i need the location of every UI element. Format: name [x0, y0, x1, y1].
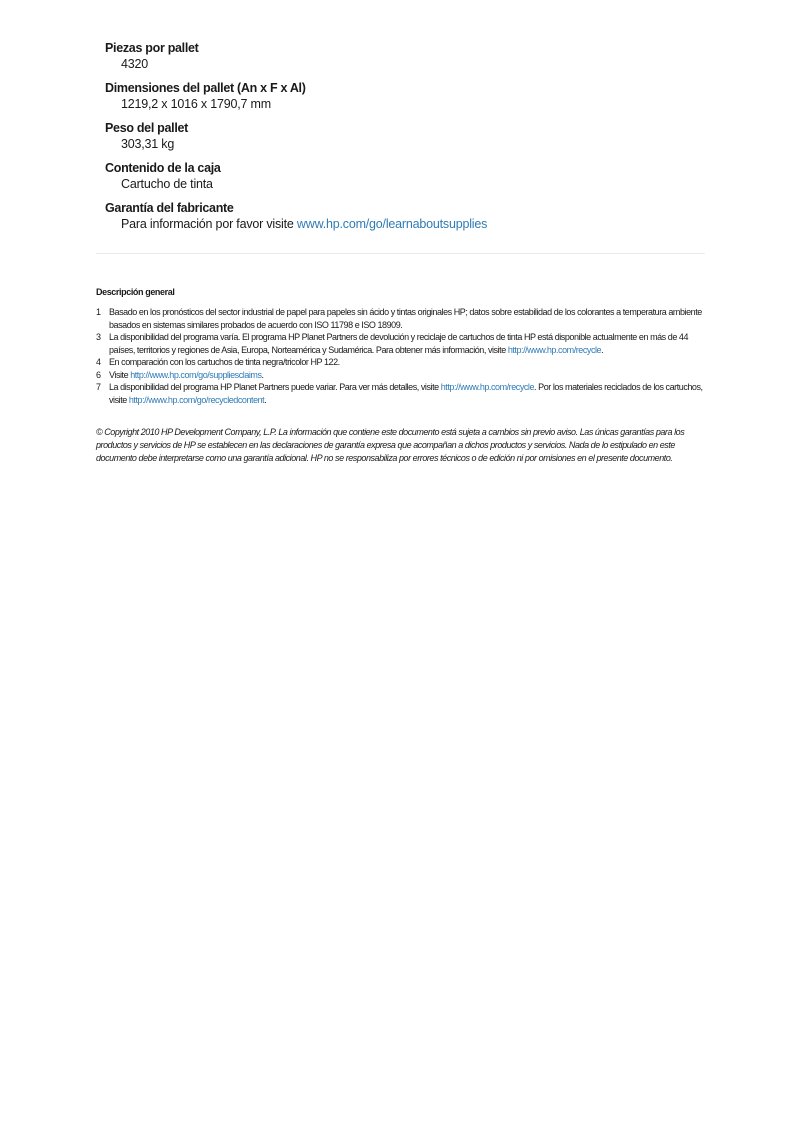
spec-value: 303,31 kg — [121, 137, 175, 151]
footnote-number: 6 — [96, 369, 101, 380]
spec-label: Dimensiones del pallet (An x F x Al) — [105, 81, 306, 95]
footnote-number: 7 — [96, 382, 101, 392]
spec-value: Cartucho de tinta — [121, 177, 213, 191]
footnote-7 — [96, 381, 706, 406]
footnote-text-part: . — [261, 369, 264, 380]
footnote-text: En comparación con los cartuchos de tinta negra/tricolor HP 122. — [109, 357, 340, 367]
footnote-number: 4 — [96, 357, 101, 367]
footnote-text-part: La disponibilidad del programa varía. El programa HP Planet Partners de devolución y reciclaje de cartuchos de tinta HP está disponible actualmente en más de 44 países, territorios y regiones de Asia, Europa, Norteamérica y Sudamérica. Para obtener más información, visite — [109, 332, 689, 355]
spec-value — [105, 216, 705, 232]
footnotes-section — [96, 287, 706, 406]
footnote-text-part: . — [601, 344, 604, 355]
footnote-text — [109, 369, 706, 382]
footnote-text — [109, 381, 706, 406]
spec-label: Peso del pallet — [105, 121, 189, 135]
spec-pallet-dimensions — [105, 80, 705, 112]
spec-box-contents — [105, 160, 705, 192]
footnote-6 — [96, 369, 706, 382]
footnote-1 — [96, 306, 706, 331]
footnote-text-part: . Por los materiales reciclados de los cartuchos, visite — [109, 382, 703, 405]
recycled-content-link[interactable]: http://www.hp.com/go/recycledcontent — [128, 394, 265, 405]
copyright-notice: © Copyright 2010 HP Development Company, L.P. La información que contiene este documento está sujeta a cambios sin previo aviso. Las únicas garantías para los productos y servicios de HP se establecen en las declaraciones de garantía expresa que acompañan a dichos productos y servicios. Nada de lo estipulado en este documento debe interpretarse como una garantía adicional. HP no se responsabiliza por errores técnicos o de edición ni por omisiones en el presente documento. — [96, 427, 685, 463]
recycle-link[interactable]: http://www.hp.com/recycle — [440, 382, 535, 392]
spec-pallet-weight — [105, 120, 705, 152]
spec-label: Garantía del fabricante — [105, 201, 234, 215]
warranty-text: Para información por favor visite — [121, 217, 297, 231]
footnote-text-part: . — [264, 394, 267, 405]
specifications-list — [105, 40, 705, 240]
section-divider — [96, 253, 705, 254]
footnote-number: 3 — [96, 332, 101, 342]
footnote-text — [109, 331, 706, 356]
spec-value: 4320 — [121, 57, 149, 71]
spec-manufacturer-warranty — [105, 200, 705, 232]
spec-label: Piezas por pallet — [105, 41, 199, 55]
footnote-4 — [96, 356, 706, 369]
footnote-number: 1 — [96, 307, 101, 317]
supplies-claims-link[interactable]: http://www.hp.com/go/suppliesclaims — [130, 369, 262, 380]
footnotes-title: Descripción general — [96, 287, 175, 297]
spec-label: Contenido de la caja — [105, 161, 221, 175]
footnote-text-part: Visite — [109, 369, 131, 380]
recycle-link[interactable]: http://www.hp.com/recycle — [507, 344, 602, 355]
spec-pieces-per-pallet — [105, 40, 705, 72]
learn-about-supplies-link[interactable]: www.hp.com/go/learnaboutsupplies — [296, 217, 488, 231]
footnote-text-part: La disponibilidad del programa HP Planet Partners puede variar. Para ver más detalles, visite — [109, 382, 441, 392]
footnote-text: Basado en los pronósticos del sector industrial de papel para papeles sin ácido y tintas originales HP; datos sobre estabilidad de los colorantes a temperatura ambiente basados en sistemas similares probados de acuerdo con ISO 11798 e ISO 18909. — [109, 307, 702, 330]
footnote-3 — [96, 331, 706, 356]
spec-value: 1219,2 x 1016 x 1790,7 mm — [121, 97, 271, 111]
